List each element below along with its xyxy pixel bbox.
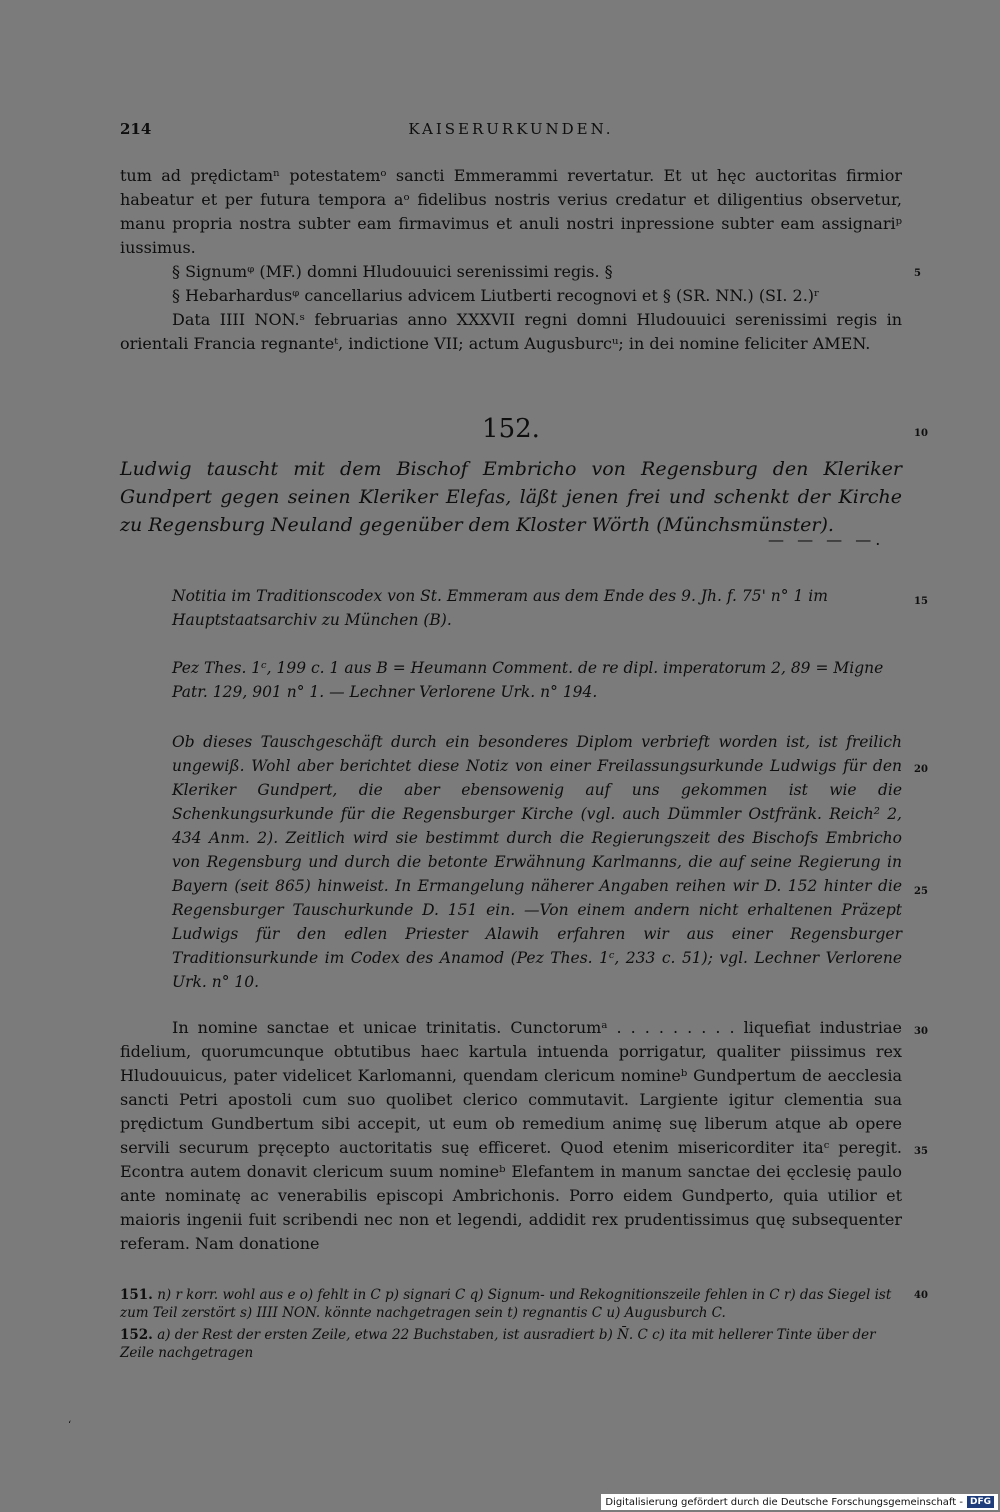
line-number: 5 [914, 268, 921, 279]
footnote-text: n) r korr. wohl aus e o) fehlt in C p) signari C q) Signum- und Rekognitionszeile fehlen in C r) das Siegel ist zum Teil zerstört s) IIII NON. könnte nachgetragen sein t) regnantis C u) Augusburch C. [120, 1287, 892, 1321]
line-number: 30 [914, 1026, 928, 1037]
main-text [120, 1016, 902, 1256]
digitization-credit [601, 1494, 998, 1510]
recognition-line: § Hebarhardusᵠ cancellarius advicem Liutberti recognovi et § (SR. NN.) (SI. 2.)ʳ [172, 286, 820, 305]
line-number: 10 [914, 428, 928, 439]
line-number: 40 [914, 1290, 928, 1301]
footnote-label: 152. [120, 1327, 153, 1343]
regest-summary: Ludwig tauscht mit dem Bischof Embricho von Regensburg den Kleriker Gundpert gegen seinen Kleriker Elefas, läßt jenen frei und schenkt der Kirche zu Regensburg Neuland gegenüber dem Kloster Wörth (Münchsmünster). [120, 458, 902, 536]
signum-line: § Signumᵠ (MF.) domni Hludouuici serenissimi regis. § [172, 262, 613, 281]
footnote-151 [120, 1286, 902, 1322]
stray-mark: ʻ [68, 1420, 72, 1431]
line-number: 35 [914, 1146, 928, 1157]
footnote-text: a) der Rest der ersten Zeile, etwa 22 Buchstaben, ist ausradiert b) N̄. C c) ita mit hellerer Tinte über der Zeile nachgetragen [120, 1327, 876, 1361]
line-number: 25 [914, 886, 928, 897]
separator-dashes: — — — —. [768, 530, 885, 549]
footnote-label: 151. [120, 1287, 153, 1303]
text-paragraph: tum ad prędictamⁿ potestatemᵒ sancti Emmerammi revertatur. Et ut hęc auctoritas firmior habeatur et per futura tempora aᵒ fidelibus nostris verius credatur et diligentius observetur, manu propria nostra subter eam firmavimus et anuli nostri inpressione subter eam assignariᵖ iussimus. [120, 166, 902, 257]
notitia-note: Notitia im Traditionscodex von St. Emmeram aus dem Ende des 9. Jh. f. 75' n° 1 im Hauptstaatsarchiv zu München (B). [172, 587, 828, 629]
dfg-logo-icon: DFG [967, 1496, 994, 1508]
commentary-note: Ob dieses Tauschgeschäft durch ein besonderes Diplom verbrieft worden ist, ist freilich ungewiß. Wohl aber berichtet diese Notiz von einer Freilassungsurkunde Ludwigs für den Kleriker Gundpert, die aber ebensowenig auf uns gekommen ist wie die Schenkungsurkunde für die Regensburger Kirche (vgl. auch Dümmler Ostfränk. Reich² 2, 434 Anm. 2). Zeitlich wird sie bestimmt durch die Regierungszeit des Bischofs Embricho von Regensburg und durch die betonte Erwähnung Karlmanns, die auf seine Regierung in Bayern (seit 865) hinweist. In Ermangelung näherer Angaben reihen wir D. 152 hinter die Regensburger Tauschurkunde D. 151 ein. —Von einem andern nicht erhaltenen Präzept Ludwigs für den edlen Priester Alawih erfahren wir aus einer Regensburger Traditionsurkunde im Codex des Anamod (Pez Thes. 1ᶜ, 233 c. 51); vgl. Lechner Verlorene Urk. n° 10. [172, 733, 902, 991]
line-number: 20 [914, 764, 928, 775]
line-number: 15 [914, 596, 928, 607]
credit-text: Digitalisierung gefördert durch die Deutsche Forschungsgemeinschaft - [605, 1496, 963, 1508]
footnotes [120, 1286, 902, 1362]
page-number: 214 [120, 120, 152, 138]
dating-clause: Data IIII NON.ˢ februarias anno XXXVII regni domni Hludouuici serenissimi regis in orientali Francia regnanteᵗ, indictione VII; actum Augusburcᵘ; in dei nomine feliciter AMEN. [120, 310, 902, 353]
running-title: KAISERURKUNDEN. [408, 120, 614, 138]
editions-note: Pez Thes. 1ᶜ, 199 c. 1 aus B = Heumann Comment. de re dipl. imperatorum 2, 89 = Migne Patr. 129, 901 n° 1. — Lechner Verlorene Urk. n° 194. [172, 659, 884, 701]
document-number: 152. [482, 414, 540, 444]
charter-text: In nomine sanctae et unicae trinitatis. Cunctorumᵃ . . . . . . . . . liquefiat industriae fidelium, quorumcunque obtutibus haec kartula intuenda porrigatur, qualiter piissimus rex Hludouuicus, pater videlicet Karlomanni, quendam clericum nomineᵇ Gundpertum de aecclesia sancti Petri apostoli cum suo quolibet clerico commutavit. Largiente igitur clementia sua prędictum Gundbertum sibi accepit, ut eum ob remedium animę suę liberum atque ab opere servili securum pręcepto auctoritatis suę efficeret. Quod etenim misericorditer itaᶜ peregit. Econtra autem donavit clericum suum nomineᵇ Elefantem in manum sanctae dei ęcclesię paulo ante nominatę ac venerabilis episcopi Ambrichonis. Porro eidem Gundperto, quia utilior et maioris ingenii fuit scribendi nec non et legendi, addidit rex prudentissimus quę subsequenter referam. Nam donatione [120, 1018, 902, 1253]
preceding-document-end [120, 164, 902, 356]
footnote-152 [120, 1326, 902, 1362]
